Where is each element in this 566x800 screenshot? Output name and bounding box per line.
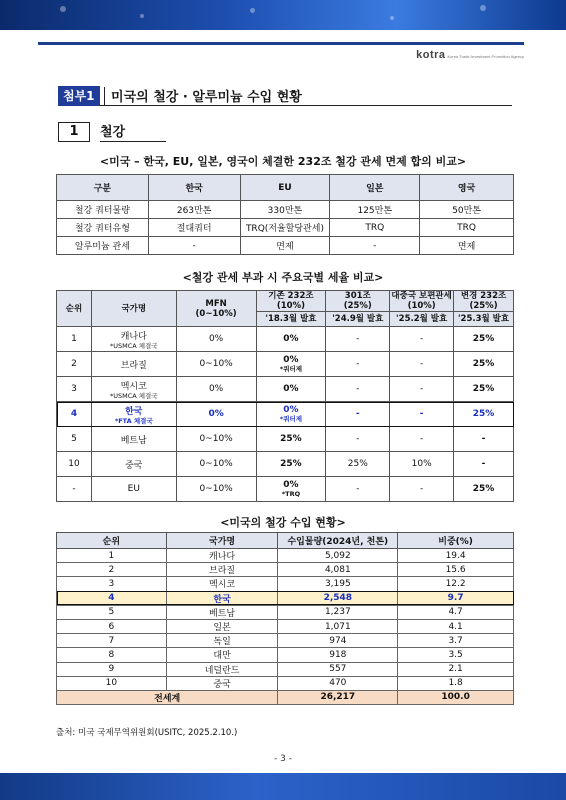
cell: 1 — [57, 549, 167, 563]
cell: 절대쿼터 — [148, 219, 240, 237]
table-row — [57, 577, 514, 591]
cell: 대만 — [166, 648, 278, 662]
table3-caption: <미국의 철강 수입 현황> — [220, 516, 346, 529]
cell: TRQ — [330, 219, 420, 237]
cell: 한국 — [166, 591, 278, 605]
cell: 12.2 — [398, 577, 514, 591]
col-header: 대중국 보편관세 (10%) — [391, 291, 452, 311]
table-row-total — [57, 690, 514, 704]
cell: - — [326, 402, 390, 427]
table-row — [57, 662, 514, 676]
cell: 0~10% — [176, 352, 256, 377]
cell: 브라질 — [166, 563, 278, 577]
table-row — [57, 352, 514, 377]
cell: 일본 — [166, 619, 278, 633]
cell: 1 — [57, 327, 92, 352]
cell: - — [326, 352, 390, 377]
cell: 25% — [326, 452, 390, 477]
footer-band — [0, 773, 566, 800]
col-header: 국가명 — [166, 533, 278, 549]
cell: 25% — [454, 377, 514, 402]
cell: 10 — [57, 452, 92, 477]
cell: 25% — [454, 327, 514, 352]
cell: 2 — [57, 563, 167, 577]
cell: 3 — [57, 377, 92, 402]
cell: - — [57, 477, 92, 502]
table2-caption: <철강 관세 부과 시 주요국별 세율 비교> — [182, 271, 384, 284]
col-date: '25.2월 발효 — [390, 312, 454, 327]
section-heading — [58, 121, 166, 142]
cell: EU — [91, 477, 176, 502]
table-row — [57, 377, 514, 402]
col-header: 일본 — [330, 175, 420, 201]
cell: 9 — [57, 662, 167, 676]
cell: 멕시코 — [166, 577, 278, 591]
cell: 1.8 — [398, 676, 514, 690]
cell: 5 — [57, 427, 92, 452]
cell: 0% — [256, 327, 326, 352]
cell: 25% — [256, 427, 326, 452]
cell: 25% — [454, 477, 514, 502]
header-band — [0, 0, 566, 30]
cell: 0% — [256, 377, 326, 402]
cell: 15.6 — [398, 563, 514, 577]
cell: 263만톤 — [148, 201, 240, 219]
col-header: 구분 — [57, 175, 149, 201]
cell: 25% — [454, 402, 514, 427]
cell: 3 — [57, 577, 167, 591]
cell: 베트남 — [91, 427, 176, 452]
cell: 2,548 — [278, 591, 398, 605]
cell: 25% — [256, 452, 326, 477]
cell: 26,217 — [278, 690, 398, 704]
cell: 10 — [57, 676, 167, 690]
cell: 0~10% — [176, 477, 256, 502]
cell: 19.4 — [398, 549, 514, 563]
cell: 0% — [176, 377, 256, 402]
cell: - — [326, 427, 390, 452]
cell: 4 — [57, 591, 167, 605]
cell: - — [390, 377, 454, 402]
cell: 0% *쿼터제 — [256, 402, 326, 427]
table-row — [57, 676, 514, 690]
col-date: '18.3월 발효 — [256, 312, 326, 327]
cell: 브라질 — [91, 352, 176, 377]
header-rule — [38, 42, 524, 45]
cell: 557 — [278, 662, 398, 676]
cell: - — [148, 237, 240, 255]
cell: 멕시코 *USMCA 체결국 — [91, 377, 176, 402]
cell: - — [326, 377, 390, 402]
cell: - — [326, 327, 390, 352]
table-row-korea — [57, 402, 514, 427]
table-row — [57, 563, 514, 577]
cell: 0~10% — [176, 427, 256, 452]
col-date: '25.3월 발효 — [454, 312, 514, 327]
col-date: '24.9월 발효 — [326, 312, 390, 327]
table-row — [57, 619, 514, 633]
col-header: 순위 — [57, 291, 92, 327]
page-title — [58, 86, 512, 106]
cell: 면제 — [240, 237, 330, 255]
cell: - — [390, 477, 454, 502]
tariff-rate-table — [56, 290, 514, 502]
cell: 캐나다 *USMCA 체결국 — [91, 327, 176, 352]
section-number: 1 — [58, 122, 90, 142]
table1-caption: <미국 – 한국, EU, 일본, 영국이 체결한 232조 철강 관세 면제 합의 비교> — [99, 155, 467, 168]
col-header: 기존 232조 (10%) — [256, 291, 326, 312]
cell: 918 — [278, 648, 398, 662]
cell: TRQ — [420, 219, 514, 237]
table-row — [57, 634, 514, 648]
cell: 974 — [278, 634, 398, 648]
col-header: 국가명 — [91, 291, 176, 327]
section-label: 철강 — [100, 121, 166, 142]
table-row — [57, 327, 514, 352]
table-row — [57, 427, 514, 452]
cell: 1,071 — [278, 619, 398, 633]
cell: 100.0 — [398, 690, 514, 704]
title-text: 미국의 철강 · 알루미늄 수입 현황 — [111, 90, 302, 105]
col-header: 비중(%) — [398, 533, 514, 549]
cell: 50만톤 — [420, 201, 514, 219]
cell: 6 — [57, 619, 167, 633]
cell: - — [454, 452, 514, 477]
cell: - — [390, 402, 454, 427]
cell: 네덜란드 — [166, 662, 278, 676]
table-row — [57, 648, 514, 662]
cell: - — [326, 477, 390, 502]
cell: 25% — [454, 352, 514, 377]
source-note: 출처: 미국 국제무역위원회(USITC, 2025.2.10.) — [56, 728, 238, 738]
cell: 0% — [176, 327, 256, 352]
cell: 3.5 — [398, 648, 514, 662]
cell: 중국 — [166, 676, 278, 690]
cell: 면제 — [420, 237, 514, 255]
cell: 9.7 — [398, 591, 514, 605]
table-row — [57, 237, 514, 255]
cell: 470 — [278, 676, 398, 690]
cell: 0% *쿼터제 — [256, 352, 326, 377]
attachment-badge: 첨부1 — [58, 86, 100, 106]
cell: 중국 — [91, 452, 176, 477]
cell: 베트남 — [166, 605, 278, 619]
col-header: 영국 — [420, 175, 514, 201]
col-header: 변경 232조 (25%) — [454, 291, 514, 312]
cell: 4,081 — [278, 563, 398, 577]
cell: 독일 — [166, 634, 278, 648]
cell: - — [390, 327, 454, 352]
cell: 0~10% — [176, 452, 256, 477]
table-row — [57, 605, 514, 619]
cell: - — [390, 427, 454, 452]
cell: 4 — [57, 402, 92, 427]
cell: 2.1 — [398, 662, 514, 676]
table-row — [57, 201, 514, 219]
cell: 5,092 — [278, 549, 398, 563]
cell: 철강 쿼터물량 — [57, 201, 149, 219]
cell: 철강 쿼터유형 — [57, 219, 149, 237]
cell: 3.7 — [398, 634, 514, 648]
table-row — [57, 549, 514, 563]
kotra-logo: kotra Korea Trade-Investment Promotion Agency — [416, 49, 524, 61]
cell: 330만톤 — [240, 201, 330, 219]
steel-import-table — [56, 532, 514, 705]
cell: 알루미늄 관세 — [57, 237, 149, 255]
cell: - — [454, 427, 514, 452]
col-header: 한국 — [148, 175, 240, 201]
cell: 125만톤 — [330, 201, 420, 219]
cell: 전세계 — [57, 690, 278, 704]
cell: 3,195 — [278, 577, 398, 591]
col-header: 순위 — [57, 533, 167, 549]
cell: 4.1 — [398, 619, 514, 633]
cell: 한국 *FTA 체결국 — [91, 402, 176, 427]
table-row — [57, 452, 514, 477]
cell: 8 — [57, 648, 167, 662]
table-row — [57, 219, 514, 237]
cell: - — [390, 352, 454, 377]
col-header: 301조 (25%) — [326, 291, 390, 312]
cell: 10% — [390, 452, 454, 477]
cell: 0% *TRQ — [256, 477, 326, 502]
table-row — [57, 477, 514, 502]
cell: 0% — [176, 402, 256, 427]
page-number: - 3 - — [274, 754, 292, 764]
cell: 5 — [57, 605, 167, 619]
col-header: MFN (0~10%) — [176, 291, 256, 327]
table-row-korea — [57, 591, 514, 605]
col-header: EU — [240, 175, 330, 201]
exemption-comparison-table — [56, 174, 514, 255]
cell: 2 — [57, 352, 92, 377]
col-header: 수입물량(2024년, 천톤) — [278, 533, 398, 549]
cell: 캐나다 — [166, 549, 278, 563]
cell: 4.7 — [398, 605, 514, 619]
cell: 7 — [57, 634, 167, 648]
cell: TRQ(저율할당관세) — [240, 219, 330, 237]
cell: 1,237 — [278, 605, 398, 619]
cell: - — [330, 237, 420, 255]
